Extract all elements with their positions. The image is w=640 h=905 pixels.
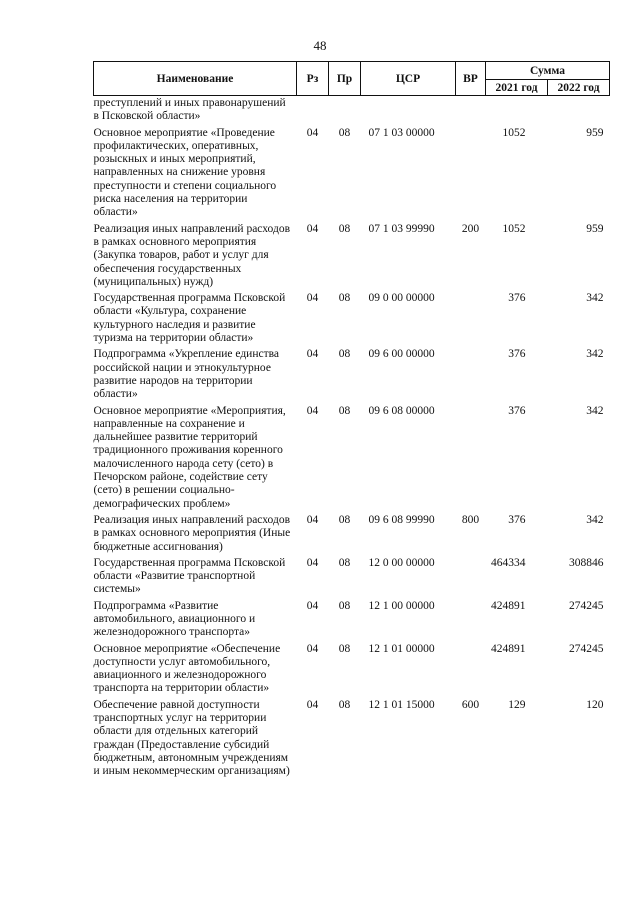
cell-csr: 09 6 08 99990 xyxy=(368,513,435,526)
budget-table xyxy=(93,61,610,782)
cell-y2022: 308846 xyxy=(569,556,604,569)
table-row xyxy=(94,514,610,557)
cell-name: Основное мероприятие «Мероприятия, направленные на сохранение и дальнейшее развитие территорий традиционного проживания коренного малочисленного народа сету (сето) в Печорском районе, содействие сету (сето) в решении социально-демографических проблем» xyxy=(93,404,286,510)
table-row xyxy=(94,223,610,292)
cell-csr: 12 1 00 00000 xyxy=(368,599,435,612)
cell-name: Государственная программа Псковской области «Развитие транспортной системы» xyxy=(93,556,286,596)
cell-y2022: 342 xyxy=(586,404,604,417)
cell-vr xyxy=(456,127,486,223)
cell-pr: 08 xyxy=(338,513,351,526)
header-2022: 2022 год xyxy=(548,80,610,96)
table-row xyxy=(94,127,610,223)
header-vr: ВР xyxy=(456,62,486,96)
cell-y2022: 342 xyxy=(586,348,604,361)
cell-name: Государственная программа Псковской области «Культура, сохранение культурного наследия и развитие туризма на территории области» xyxy=(93,292,286,345)
cell-pr xyxy=(329,96,361,127)
cell-name: Основное мероприятие «Проведение профилактических, оперативных, розыскных и иных мероприятий, направленных на снижение уровня преступности и степени социального риска населения на территории области» xyxy=(93,126,277,219)
cell-name: преступлений и иных правонарушений в Псковской области» xyxy=(93,97,286,123)
cell-rz xyxy=(297,96,329,127)
cell-rz: 04 xyxy=(306,599,319,612)
table-row xyxy=(94,405,610,514)
cell-y2022: 342 xyxy=(586,292,604,305)
cell-y2021 xyxy=(486,96,548,127)
cell-vr: 800 xyxy=(461,513,480,526)
cell-csr xyxy=(361,96,456,127)
cell-y2021: 376 xyxy=(508,348,526,361)
cell-csr: 12 0 00 00000 xyxy=(368,556,435,569)
cell-vr xyxy=(456,348,486,404)
cell-rz: 04 xyxy=(306,348,319,361)
cell-pr: 08 xyxy=(338,698,351,711)
table-row xyxy=(94,292,610,348)
cell-y2021: 376 xyxy=(508,404,526,417)
cell-vr xyxy=(456,643,486,699)
cell-csr: 07 1 03 00000 xyxy=(368,126,435,139)
header-sum: Сумма xyxy=(486,62,610,80)
cell-vr: 600 xyxy=(461,698,480,711)
cell-y2022: 274245 xyxy=(569,642,604,655)
cell-csr: 09 6 00 00000 xyxy=(368,348,435,361)
header-csr: ЦСР xyxy=(361,62,456,96)
cell-vr xyxy=(456,292,486,348)
cell-rz: 04 xyxy=(306,642,319,655)
cell-y2021: 376 xyxy=(508,292,526,305)
page-number: 48 xyxy=(313,38,327,53)
cell-y2021: 376 xyxy=(508,513,526,526)
cell-y2022: 959 xyxy=(586,126,604,139)
cell-name: Подпрограмма «Развитие автомобильного, авиационного и железнодорожного транспорта» xyxy=(93,599,256,639)
cell-pr: 08 xyxy=(338,222,351,235)
cell-y2021: 424891 xyxy=(491,642,526,655)
cell-y2021: 464334 xyxy=(491,556,526,569)
table-row xyxy=(94,557,610,600)
budget-table-wrap xyxy=(93,61,609,782)
cell-y2022: 120 xyxy=(586,698,604,711)
cell-name: Обеспечение равной доступности транспортных услуг на территории области для отдельных категорий граждан (Предоставление субсидий бюджетным, автономным учреждениям и иным некоммерческим организациям) xyxy=(93,698,290,778)
header-name: Наименование xyxy=(94,62,297,96)
cell-name: Реализация иных направлений расходов в рамках основного мероприятия (Закупка товаров, работ и услуг для обеспечения государственных (муниципальных) нужд) xyxy=(93,222,291,288)
cell-pr: 08 xyxy=(338,348,351,361)
cell-pr: 08 xyxy=(338,556,351,569)
cell-pr: 08 xyxy=(338,126,351,139)
cell-vr xyxy=(456,600,486,643)
table-row xyxy=(94,699,610,782)
cell-csr: 09 0 00 00000 xyxy=(368,292,435,305)
cell-y2021: 1052 xyxy=(502,126,526,139)
cell-y2022: 342 xyxy=(586,513,604,526)
table-row xyxy=(94,348,610,404)
cell-y2022: 959 xyxy=(586,222,604,235)
cell-csr: 09 6 08 00000 xyxy=(368,404,435,417)
cell-vr xyxy=(456,557,486,600)
cell-rz: 04 xyxy=(306,698,319,711)
cell-vr xyxy=(456,405,486,514)
cell-rz: 04 xyxy=(306,222,319,235)
cell-rz: 04 xyxy=(306,513,319,526)
cell-name: Подпрограмма «Укрепление единства российской нации и этнокультурное развитие народов на территории области» xyxy=(93,348,279,401)
cell-pr: 08 xyxy=(338,642,351,655)
header-rz: Рз xyxy=(297,62,329,96)
table-header xyxy=(94,62,610,96)
cell-rz: 04 xyxy=(306,292,319,305)
cell-csr: 12 1 01 00000 xyxy=(368,642,435,655)
cell-rz: 04 xyxy=(306,126,319,139)
cell-pr: 08 xyxy=(338,599,351,612)
cell-y2022 xyxy=(548,96,610,127)
cell-vr: 200 xyxy=(461,222,480,235)
cell-y2022: 274245 xyxy=(569,599,604,612)
cell-csr: 12 1 01 15000 xyxy=(368,698,435,711)
cell-y2021: 1052 xyxy=(502,222,526,235)
cell-name: Реализация иных направлений расходов в рамках основного мероприятия (Иные бюджетные ассигнования) xyxy=(93,513,291,553)
table-row xyxy=(94,600,610,643)
cell-pr: 08 xyxy=(338,292,351,305)
cell-vr xyxy=(456,96,486,127)
cell-pr: 08 xyxy=(338,404,351,417)
cell-csr: 07 1 03 99990 xyxy=(368,222,435,235)
table-row xyxy=(94,96,610,127)
table-row xyxy=(94,643,610,699)
cell-y2021: 129 xyxy=(508,698,526,711)
cell-rz: 04 xyxy=(306,404,319,417)
cell-rz: 04 xyxy=(306,556,319,569)
cell-name: Основное мероприятие «Обеспечение доступности услуг автомобильного, авиационного и железнодорожного транспорта на территории области» xyxy=(93,642,281,695)
header-2021: 2021 год xyxy=(486,80,548,96)
header-pr: Пр xyxy=(329,62,361,96)
table-body xyxy=(94,96,610,782)
cell-y2021: 424891 xyxy=(491,599,526,612)
